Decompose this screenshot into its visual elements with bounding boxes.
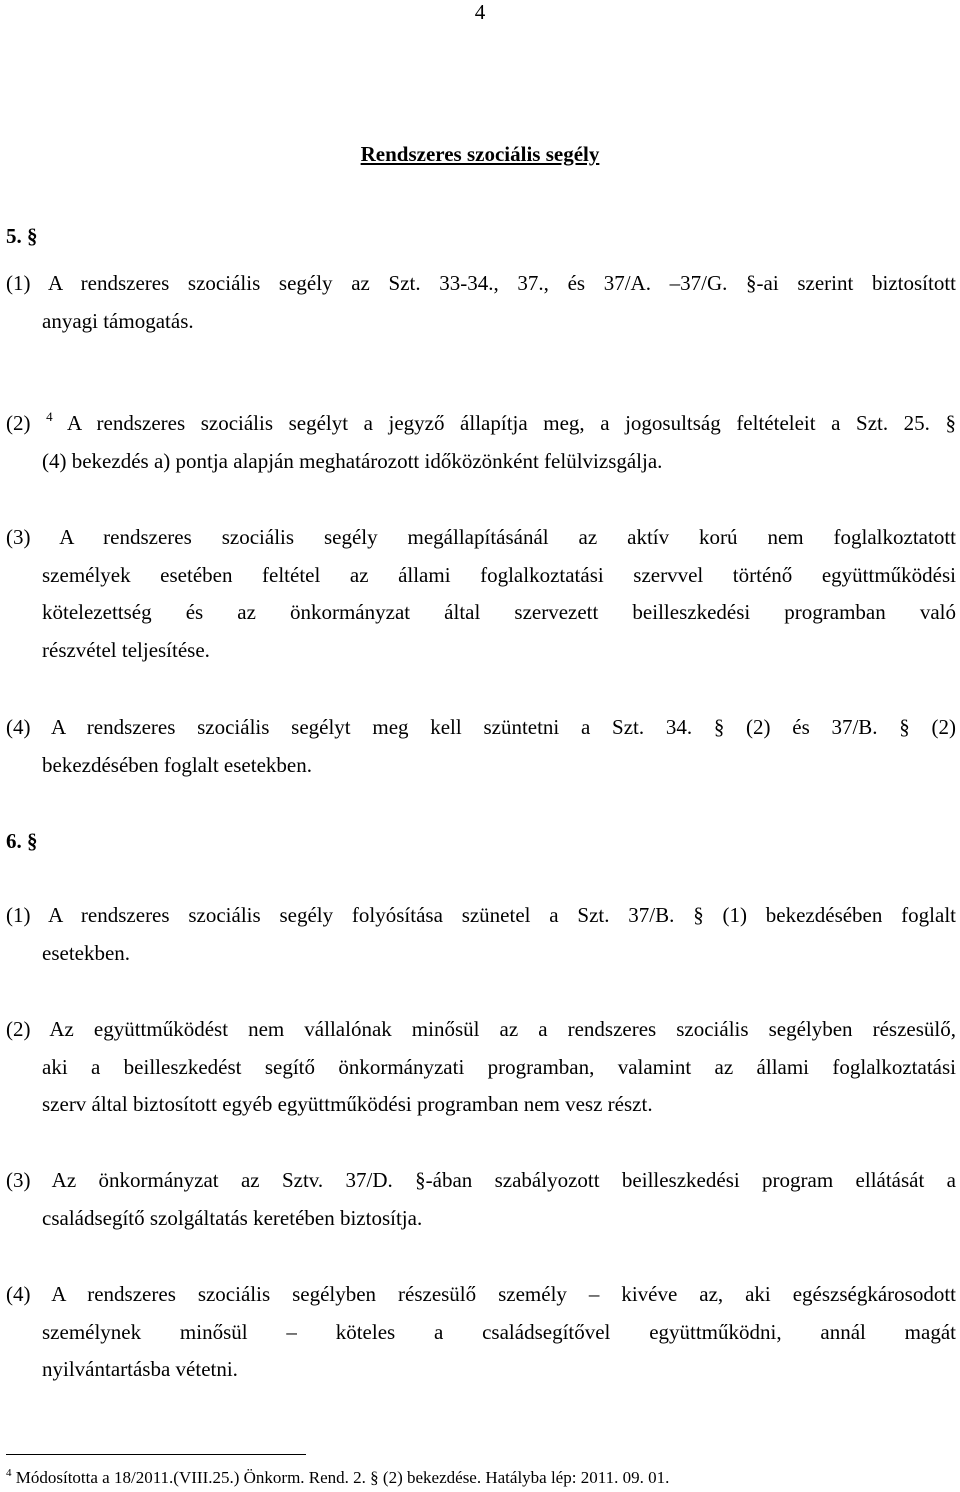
paragraph-line: kötelezettség és az önkormányzat által szervezett beilleszkedési programban való bbox=[42, 600, 956, 624]
footnote bbox=[6, 1468, 669, 1488]
paragraph-6-3 bbox=[6, 1162, 956, 1237]
paragraph-line: aki a beilleszkedést segítő önkormányzati programban, valamint az állami foglalkoztatási bbox=[42, 1054, 956, 1079]
paragraph-5-3 bbox=[6, 519, 956, 669]
paragraph-line: bekezdésében foglalt esetekben. bbox=[42, 752, 312, 777]
paragraph-line: személyek esetében feltétel az állami foglalkoztatási szervvel történő együttműködési bbox=[42, 562, 956, 587]
paragraph-5-2 bbox=[6, 405, 956, 480]
paragraph-line: családsegítő szolgáltatás keretében biztosítja. bbox=[42, 1205, 423, 1230]
paragraph-5-1 bbox=[6, 265, 956, 340]
paragraph-line: személynek minősül – köteles a családsegítővel együttműködni, annál magát bbox=[42, 1319, 956, 1344]
footnote-text: Módosította a 18/2011.(VIII.25.) Önkorm. Rend. 2. § (2) bekezdése. Hatályba lép: 2011. 09. 01. bbox=[15, 1468, 670, 1487]
page-number: 4 bbox=[474, 0, 486, 24]
paragraph-line: (2) Az együttműködést nem vállalónak minősül az a rendszeres szociális segélyben részesülő, bbox=[6, 1017, 956, 1041]
footnote-number: 4 bbox=[6, 1467, 12, 1479]
document-title: Rendszeres szociális segély bbox=[360, 142, 600, 166]
paragraph-6-2 bbox=[6, 1011, 956, 1124]
footnote-separator bbox=[6, 1454, 306, 1455]
paragraph-line: (3) A rendszeres szociális segély megállapításánál az aktív korú nem foglalkoztatott bbox=[6, 525, 956, 549]
paragraph-line: esetekben. bbox=[42, 940, 131, 965]
paragraph-6-1 bbox=[6, 897, 956, 972]
paragraph-6-4 bbox=[6, 1276, 956, 1389]
paragraph-5-4 bbox=[6, 709, 956, 784]
paragraph-line: (3) Az önkormányzat az Sztv. 37/D. §-ában szabályozott beilleszkedési program ellátását a bbox=[6, 1168, 956, 1192]
paragraph-line: szerv által biztosított egyéb együttműködési programban nem vesz részt. bbox=[42, 1092, 653, 1116]
section-heading-5: 5. § bbox=[6, 224, 38, 248]
footnote-reference: 4 bbox=[46, 409, 53, 424]
paragraph-line: nyilvántartásba vétetni. bbox=[42, 1357, 238, 1381]
paragraph-line: (1) A rendszeres szociális segély folyósítása szünetel a Szt. 37/B. § (1) bekezdésében foglalt bbox=[6, 903, 956, 927]
paragraph-line: (4) bekezdés a) pontja alapján meghatározott időközönként felülvizsgálja. bbox=[42, 448, 663, 473]
paragraph-line: (4) A rendszeres szociális segélyt meg kell szüntetni a Szt. 34. § (2) és 37/B. § (2) bbox=[6, 715, 956, 739]
section-heading-6: 6. § bbox=[6, 829, 38, 853]
paragraph-line bbox=[6, 405, 956, 443]
paragraph-line: (4) A rendszeres szociális segélyben részesülő személy – kivéve az, aki egészségkárosodott bbox=[6, 1282, 956, 1306]
paragraph-line: (1) A rendszeres szociális segély az Szt. 33-34., 37., és 37/A. –37/G. §-ai szerint biztosított bbox=[6, 271, 956, 295]
paragraph-label: (2) bbox=[6, 411, 31, 435]
paragraph-line: anyagi támogatás. bbox=[42, 308, 194, 333]
paragraph-line: részvétel teljesítése. bbox=[42, 637, 210, 662]
paragraph-text: A rendszeres szociális segélyt a jegyző állapítja meg, a jogosultság feltételeit a Szt. 25. § bbox=[66, 411, 956, 435]
